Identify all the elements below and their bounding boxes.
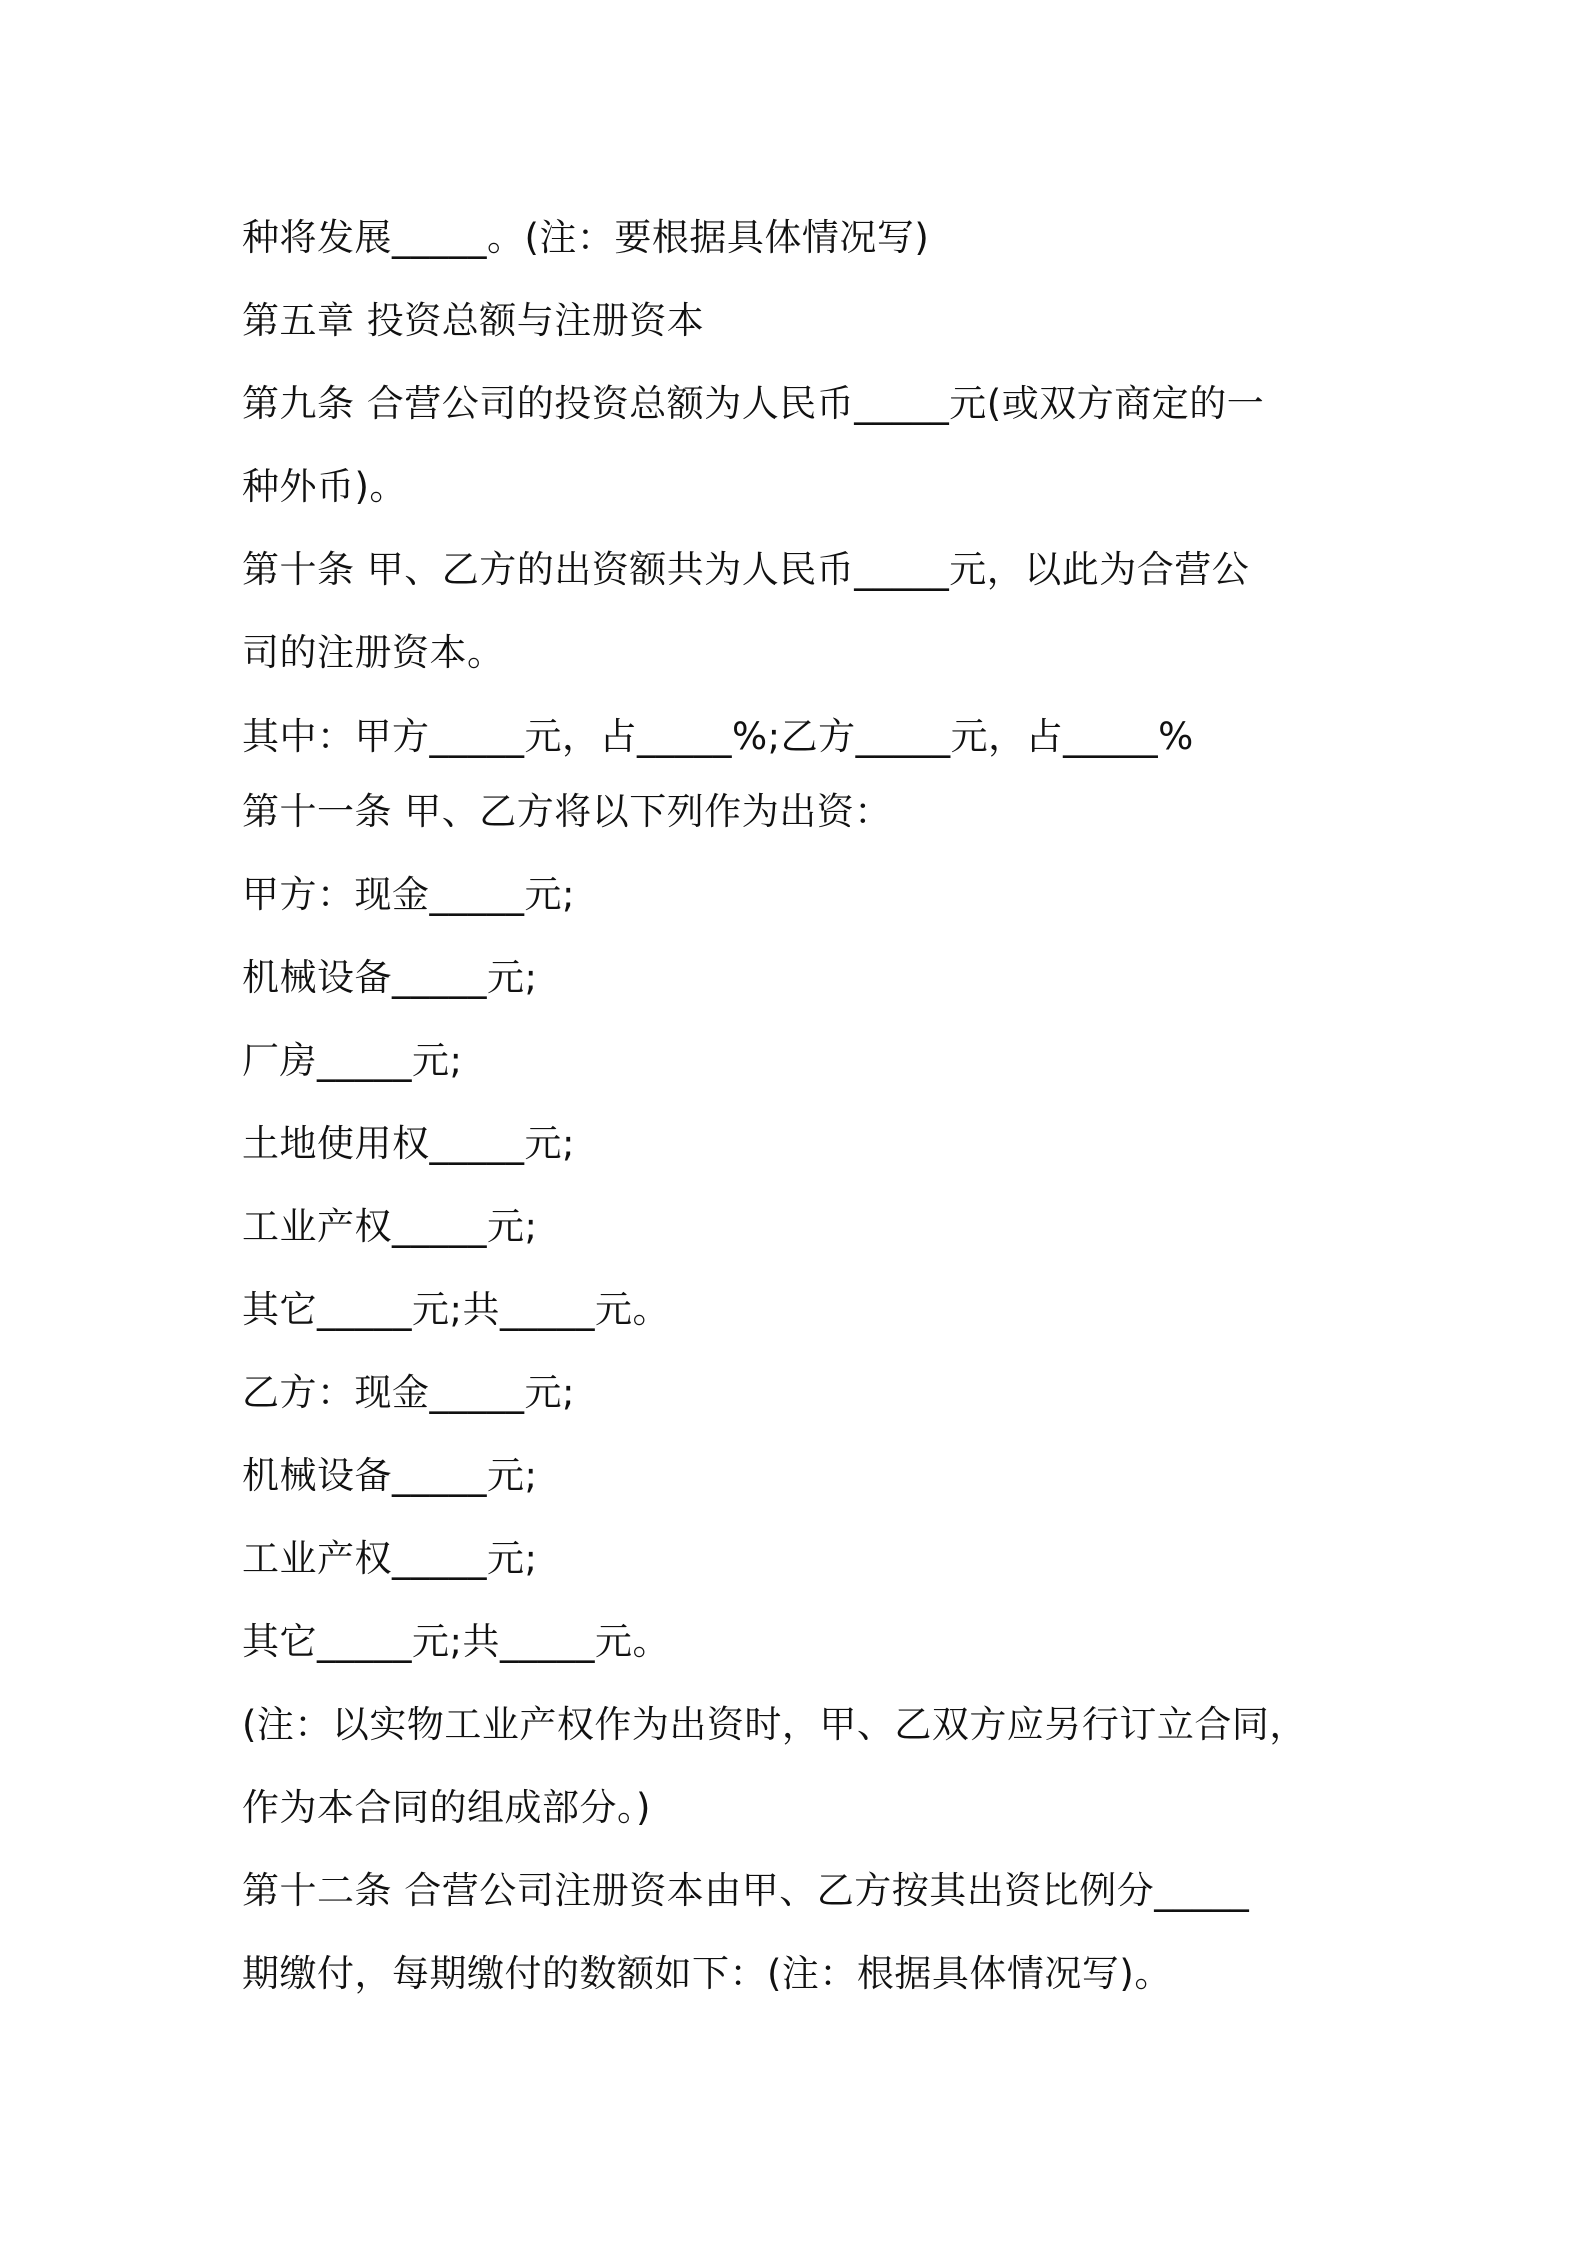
document-body xyxy=(242,196,1362,2015)
article-line: 第九条 合营公司的投资总额为人民币_____元(或双方商定的一 xyxy=(242,382,1265,425)
article-line: 第十条 甲、乙方的出资额共为人民币_____元，以此为合营公 xyxy=(242,548,1250,591)
text-line: 工业产权_____元; xyxy=(242,1537,538,1580)
text-line: 期缴付，每期缴付的数额如下：(注：根据具体情况写)。 xyxy=(242,1952,1172,1995)
article-line: 第十二条 合营公司注册资本由甲、乙方按其出资比例分_____ xyxy=(242,1869,1250,1912)
text-line: 种外币)。 xyxy=(242,465,407,508)
text-line: 其中：甲方_____元，占_____%;乙方_____元，占_____% xyxy=(242,715,1194,758)
text-line: 厂房_____元; xyxy=(242,1039,463,1082)
text-line: 其它_____元;共_____元。 xyxy=(242,1288,670,1331)
note-line: (注：以实物工业产权作为出资时，甲、乙双方应另行订立合同， xyxy=(242,1703,1307,1746)
text-line: 工业产权_____元; xyxy=(242,1205,538,1248)
text-line: 司的注册资本。 xyxy=(242,631,505,674)
text-line: 机械设备_____元; xyxy=(242,956,538,999)
text-line: 其它_____元;共_____元。 xyxy=(242,1620,670,1663)
text-line: 乙方：现金_____元; xyxy=(242,1371,575,1414)
note-line: 作为本合同的组成部分。) xyxy=(242,1786,651,1829)
chapter-heading: 第五章 投资总额与注册资本 xyxy=(242,299,705,342)
text-line: 甲方：现金_____元; xyxy=(242,873,575,916)
article-line: 第十一条 甲、乙方将以下列作为出资： xyxy=(242,790,892,833)
text-line: 机械设备_____元; xyxy=(242,1454,538,1497)
text-line: 土地使用权_____元; xyxy=(242,1122,575,1165)
text-line: 种将发展_____。(注：要根据具体情况写) xyxy=(242,216,930,259)
